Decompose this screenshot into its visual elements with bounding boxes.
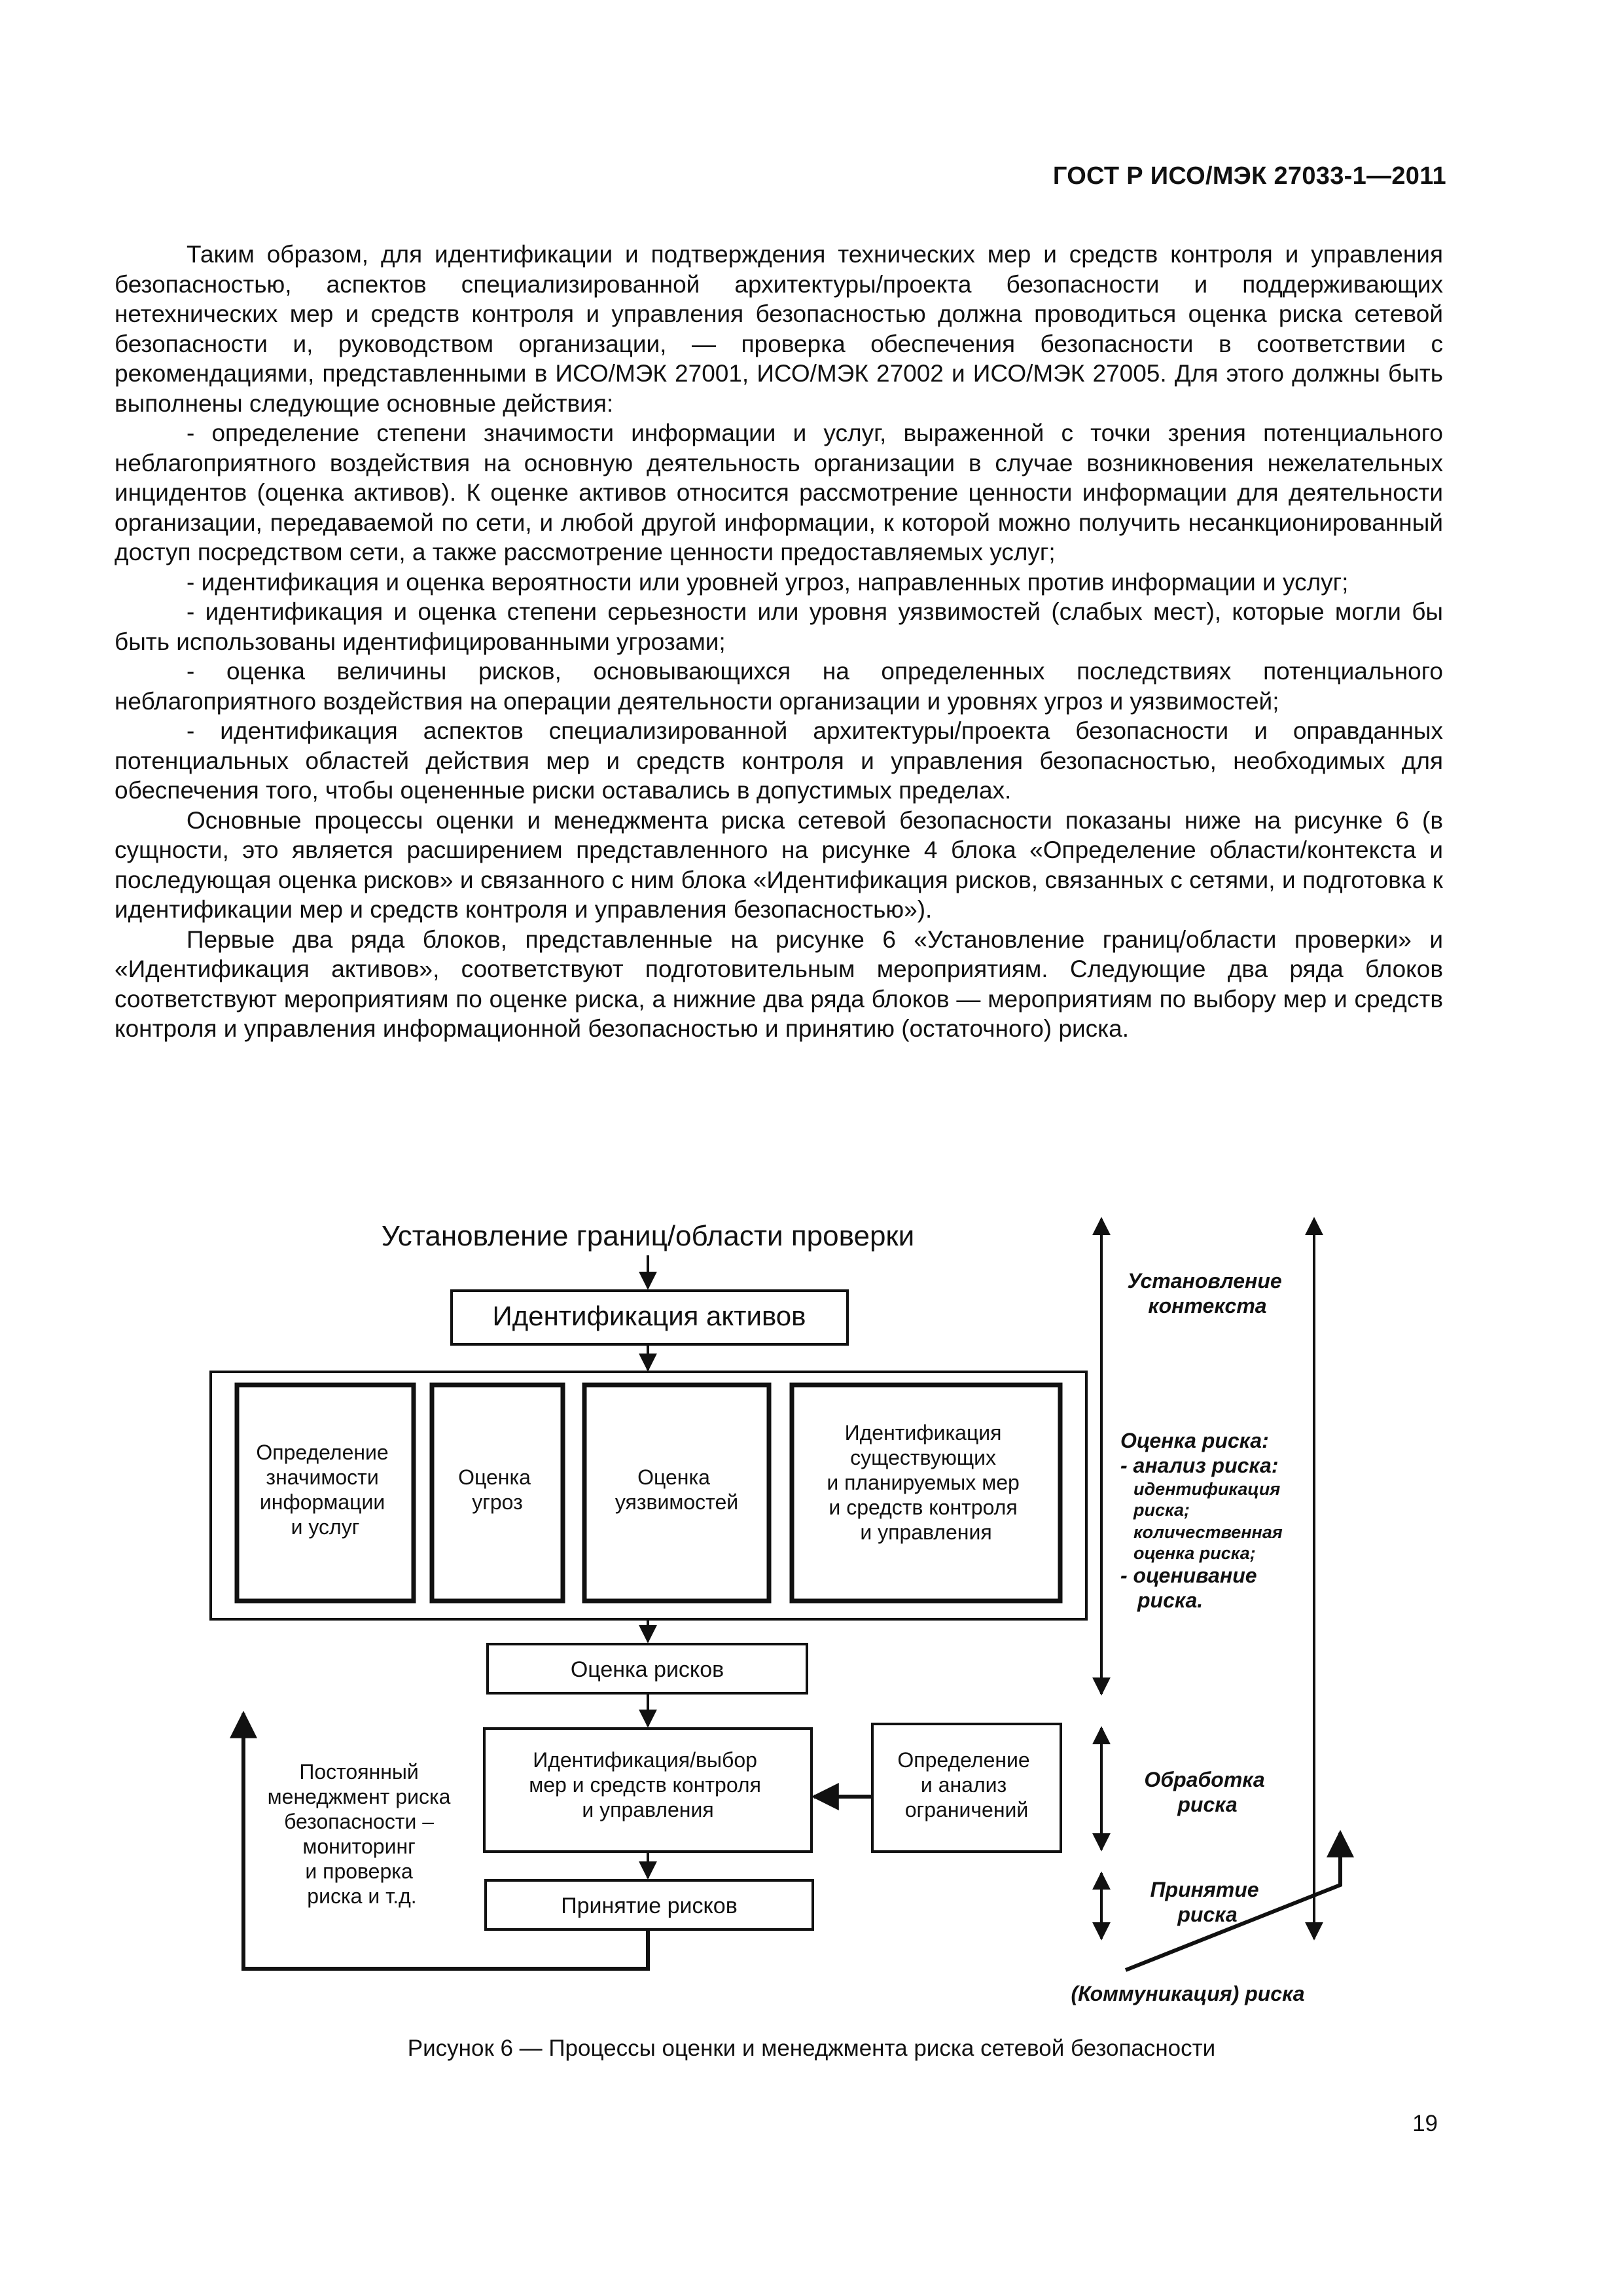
document-header: ГОСТ Р ИСО/МЭК 27033-1—2011 — [1052, 162, 1446, 190]
top-label: Установление границ/области проверки — [381, 1220, 915, 1252]
paragraph: Первые два ряда блоков, представленные на рисунке 6 «Установление границ/области проверки» и «Идентификация активов», соответствуют подготовительным мероприятиям. Следующие два ряда блоков соответствуют мероприятиям по оценке риска, а нижние два ряда блоков — мероприятиям по выбору мер и средств контроля и управления информационной безопасностью и принятию (остаточного) риска. — [115, 925, 1443, 1042]
paragraph: - идентификация аспектов специализированной архитектуры/проекта безопасности и оправданных потенциальных областей действия мер и средств контроля и управления безопасностью, необходимых для обеспечения того, чтобы оцененные риски оставались в допустимых пределах. — [115, 717, 1443, 804]
side-communication-label: (Коммуникация) риска — [1071, 1982, 1305, 2005]
paragraph: Основные процессы оценки и менеджмента риска сетевой безопасности показаны ниже на рисунке 6 (в сущности, это является расширением представленного на рисунке 4 блока «Определение области/контекста и последующая оценка рисков» и связанного с ним блока «Идентификация рисков, связанных с сетями, и подготовка к идентификации мер и средств контроля и управления безопасностью»). — [115, 806, 1443, 923]
controls-label: Идентификация существующих и планируемых мер и средств контроля и управления — [827, 1421, 1020, 1544]
paragraph: - идентификация и оценка вероятности или уровней угроз, направленных против информации и услуг; — [187, 568, 1349, 596]
paragraph: - идентификация и оценка степени серьезности или уровня уязвимостей (слабых мест), которые могли бы быть использованы идентифицированными угрозами; — [115, 598, 1443, 655]
risk-assessment-label: Оценка рисков — [570, 1657, 724, 1682]
constraints-box — [872, 1724, 1061, 1852]
significance-box — [237, 1385, 414, 1601]
analysis-group-box — [211, 1372, 1086, 1619]
page-number: 19 — [1412, 2111, 1438, 2136]
risk-acceptance-label: Принятие рисков — [561, 1893, 738, 1918]
selection-box — [484, 1729, 812, 1852]
controls-box — [792, 1385, 1060, 1601]
risk-acceptance-box — [486, 1880, 813, 1929]
paragraph: Таким образом, для идентификации и подтверждения технических мер и средств контроля и управления безопасностью, аспектов специализированной архитектуры/проекта безопасности и поддерживающих нетехнических мер и средств контроля и управления безопасностью должна проводиться оценка риска сетевой безопасности и, руководством организации, — проверка обеспечения безопасности в соответствии с рекомендациями, представленными в ИСО/МЭК 27001, ИСО/МЭК 27002 и ИСО/МЭК 27005. Для этого должны быть выполнены следующие основные действия: — [115, 241, 1443, 417]
constraints-label: Определение и анализ ограничений — [897, 1748, 1030, 1821]
side-assessment-label: Оценка риска: - анализ риска: идентификация риска; количественная оценка риска; - оценивание риска. — [1120, 1429, 1283, 1612]
threats-box — [432, 1385, 563, 1601]
paragraph: - определение степени значимости информации и услуг, выраженной с точки зрения потенциального неблагоприятного воздействия на основную деятельность организации в случае возникновения нежелательных инцидентов (оценка активов). К оценке активов относится рассмотрение ценности информации для деятельности организации, передаваемой по сети, и любой другой информации, к которой можно получить несанкционированный доступ посредством сети, а также рассмотрение ценности предоставляемых услуг; — [115, 420, 1443, 565]
side-acceptance-label: Принятие риска — [1150, 1878, 1259, 1926]
vulnerabilities-label: Оценка уязвимостей — [615, 1465, 739, 1514]
paragraph: - оценка величины рисков, основывающихся на определенных последствиях потенциального неблагоприятного воздействия на операции деятельности организации и уровнях угроз и уязвимостей; — [115, 658, 1443, 715]
vulnerabilities-box — [584, 1385, 769, 1601]
side-context-label: Установление контекста — [1127, 1269, 1282, 1318]
asset-identification-box — [452, 1291, 847, 1344]
side-treatment-label: Обработка риска — [1144, 1768, 1265, 1816]
asset-identification-label: Идентификация активов — [492, 1300, 806, 1331]
communication-diagonal-line — [1126, 1833, 1340, 1970]
body-text — [115, 240, 1443, 1044]
selection-label: Идентификация/выбор мер и средств контроля и управления — [529, 1748, 761, 1821]
threats-label: Оценка угроз — [458, 1465, 531, 1514]
significance-label: Определение значимости информации и услуг — [256, 1441, 389, 1539]
monitoring-loop-line — [243, 1713, 648, 1969]
continuous-management-label: Постоянный менеджмент риска безопасности – мониторинг и проверка риска и т.д. — [267, 1760, 451, 1908]
figure-caption: Рисунок 6 — Процессы оценки и менеджмента риска сетевой безопасности — [407, 2036, 1216, 2061]
risk-assessment-box — [488, 1644, 807, 1693]
